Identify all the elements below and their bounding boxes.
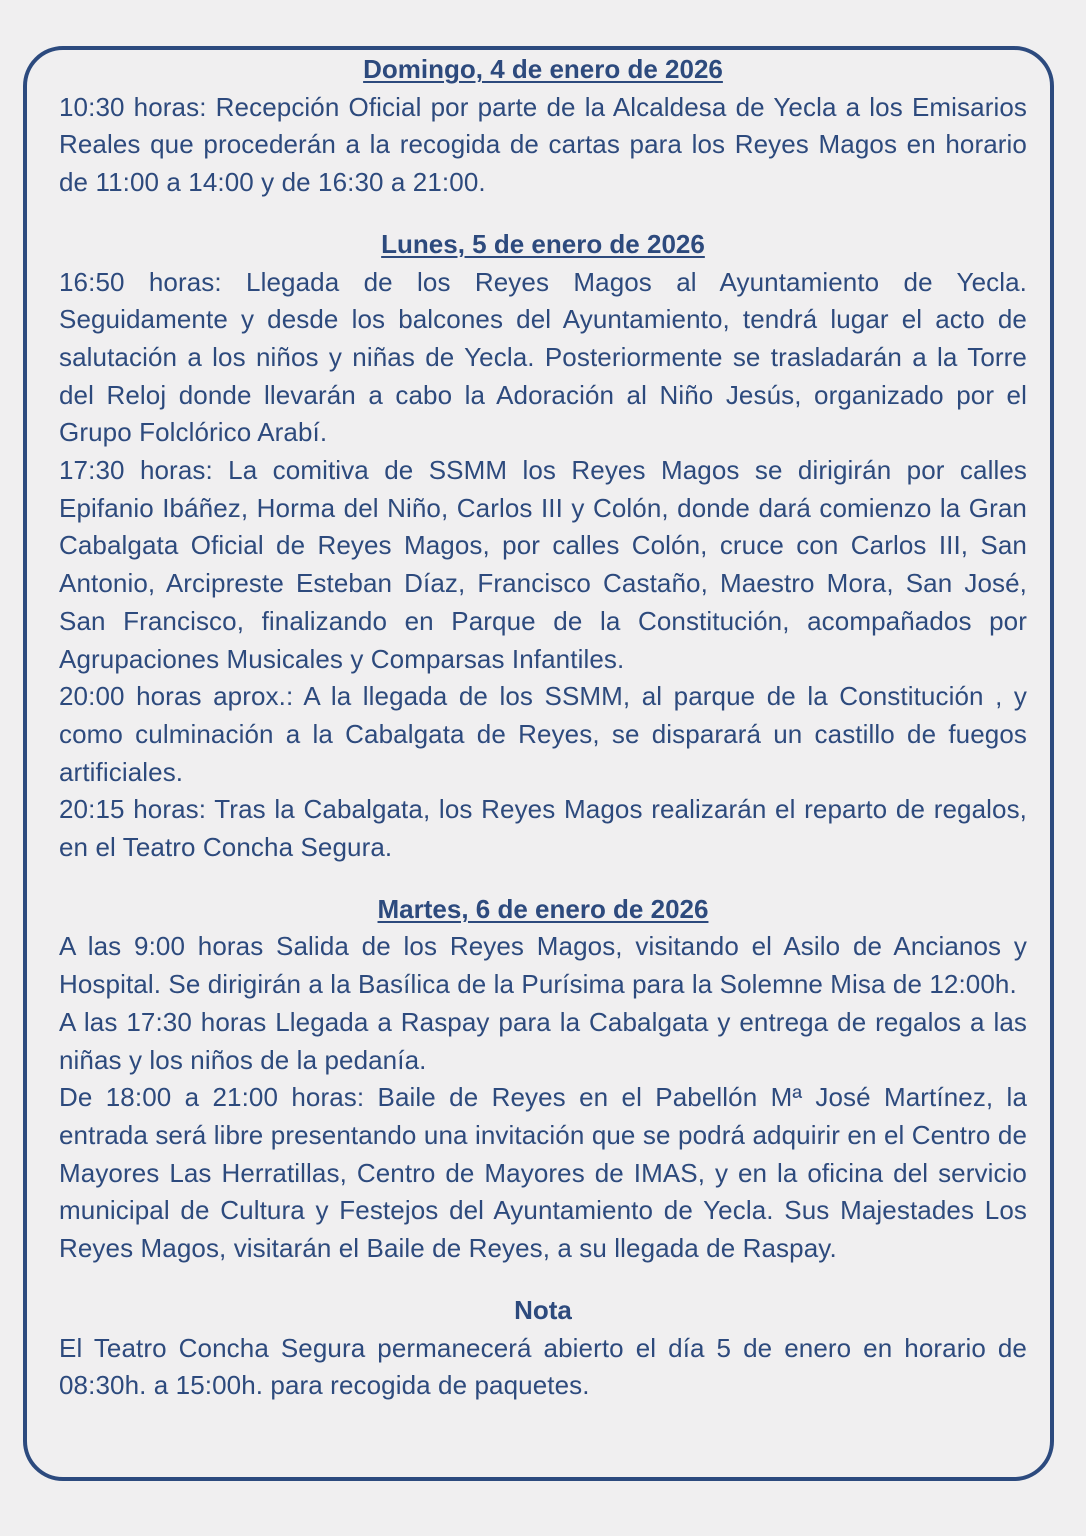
event-paragraph: 20:00 horas aprox.: A la llegada de los SSMM, al parque de la Constitución , y como culminación a la Cabalgata de Reyes, se disparará un castillo de fuegos artificiales. xyxy=(59,681,1027,787)
section-title-martes: Martes, 6 de enero de 2026 xyxy=(377,893,709,924)
section-domingo xyxy=(59,51,1027,202)
section-lunes xyxy=(59,226,1027,867)
event-paragraph: De 18:00 a 21:00 horas: Baile de Reyes en el Pabellón Mª José Martínez, la entrada será libre presentando una invitación que se podrá adquirir en el Centro de Mayores Las Herratillas, Centro de Mayores de IMAS, y en la oficina del servicio municipal de Cultura y Festejos del Ayuntamiento de Yecla. Sus Majestades Los Reyes Magos, visitarán el Baile de Reyes, a su llegada de Raspay. xyxy=(59,1082,1027,1264)
event-paragraph: 20:15 horas: Tras la Cabalgata, los Reyes Magos realizarán el reparto de regalos, en el Teatro Concha Segura. xyxy=(59,794,1027,863)
section-title-nota: Nota xyxy=(514,1294,572,1325)
event-paragraph: 17:30 horas: La comitiva de SSMM los Reyes Magos se dirigirán por calles Epifanio Ibáñez, Horma del Niño, Carlos III y Colón, donde dará comienzo la Gran Cabalgata Oficial de Reyes Magos, por calles Colón, cruce con Carlos III, San Antonio, Arcipreste Esteban Díaz, Francisco Castaño, Maestro Mora, San José, San Francisco, finalizando en Parque de la Constitución, acompañados por Agrupaciones Musicales y Comparsas Infantiles. xyxy=(59,455,1027,674)
note-paragraph: El Teatro Concha Segura permanecerá abierto el día 5 de enero en horario de 08:30h. a 15:00h. para recogida de paquetes. xyxy=(59,1332,1027,1401)
event-paragraph: A las 9:00 horas Salida de los Reyes Magos, visitando el Asilo de Ancianos y Hospital. Se dirigirán a la Basílica de la Purísima para la Solemne Misa de 12:00h. xyxy=(59,931,1027,1000)
section-martes xyxy=(59,891,1027,1268)
section-title-lunes: Lunes, 5 de enero de 2026 xyxy=(381,228,705,259)
program-content xyxy=(59,51,1027,1429)
event-paragraph: 16:50 horas: Llegada de los Reyes Magos al Ayuntamiento de Yecla. Seguidamente y desde los balcones del Ayuntamiento, tendrá lugar el acto de salutación a los niños y niñas de Yecla. Posteriormente se trasladarán a la Torre del Reloj donde llevarán a cabo la Adoración al Niño Jesús, organizado por el Grupo Folclórico Arabí. xyxy=(59,266,1027,448)
event-paragraph: 10:30 horas: Recepción Oficial por parte de la Alcaldesa de Yecla a los Emisarios Reales que procederán a la recogida de cartas para los Reyes Magos en horario de 11:00 a 14:00 y de 16:30 a 21:00. xyxy=(59,91,1027,198)
section-nota xyxy=(59,1292,1027,1405)
section-title-domingo: Domingo, 4 de enero de 2026 xyxy=(363,54,723,84)
event-paragraph: A las 17:30 horas Llegada a Raspay para la Cabalgata y entrega de regalos a las niñas y los niños de la pedanía. xyxy=(59,1006,1027,1075)
